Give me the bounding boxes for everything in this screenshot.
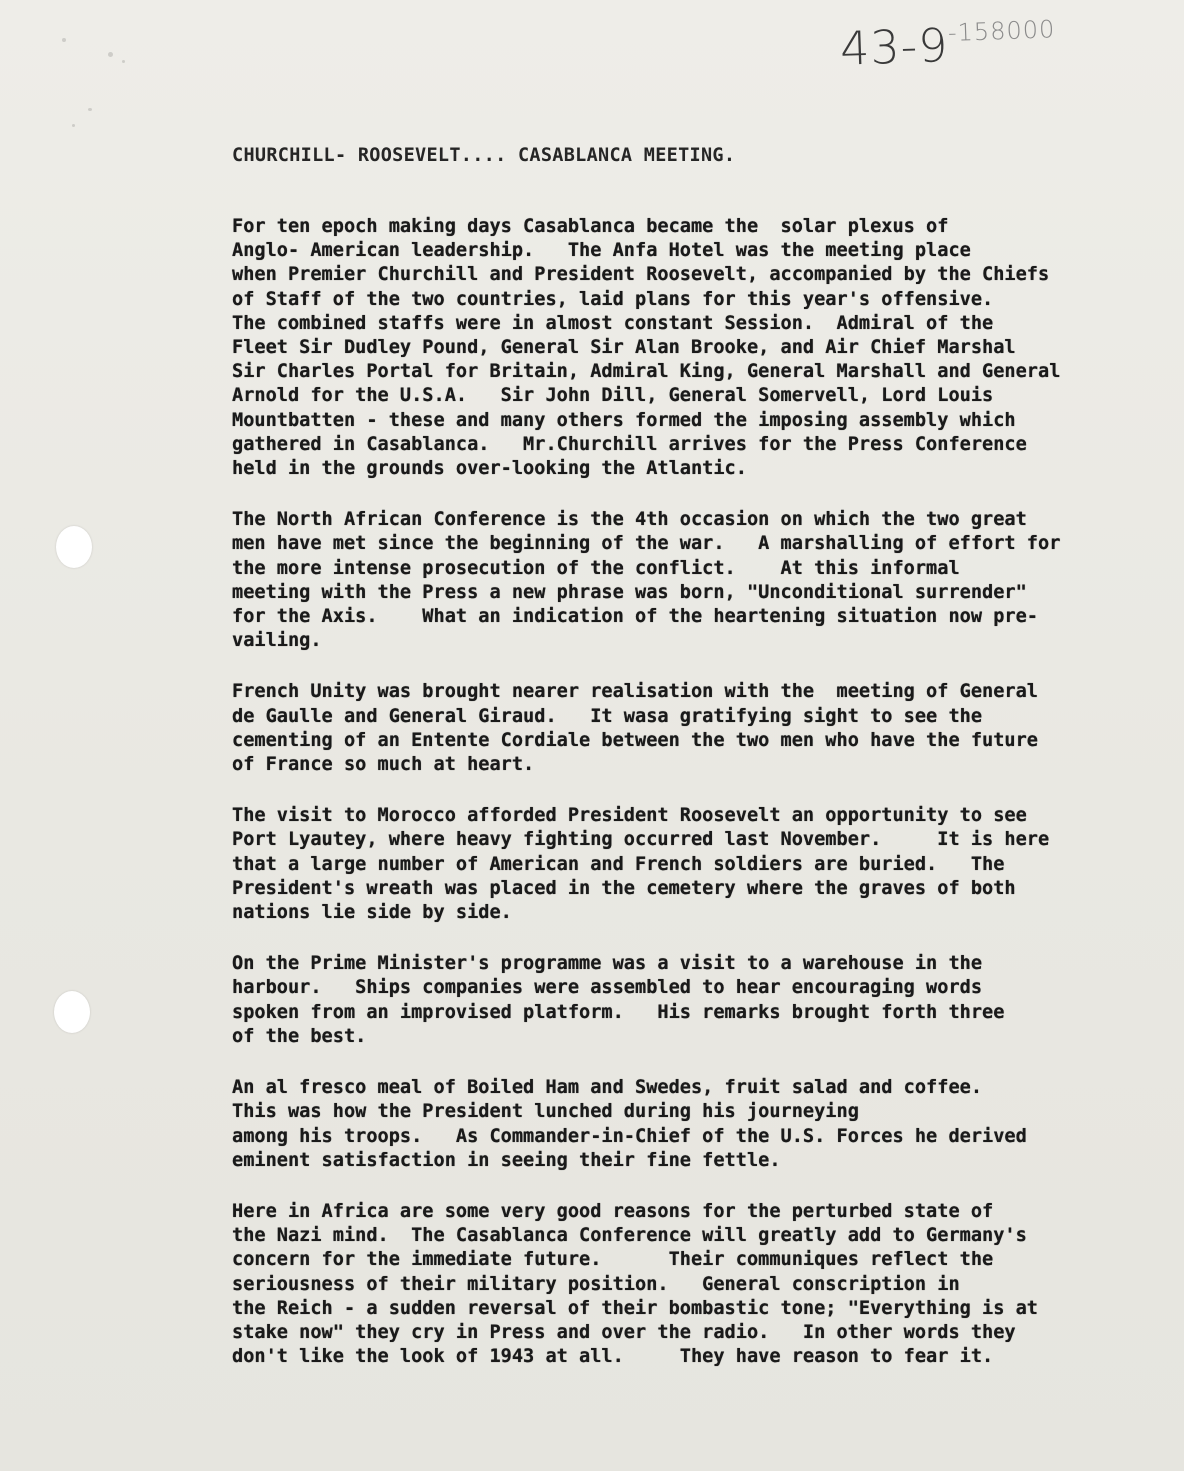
- text-line: nations lie side by side.: [232, 902, 512, 924]
- text-line: meeting with the Press a new phrase was born, "Unconditional surrender": [232, 581, 1027, 603]
- ink-smudge: [72, 124, 75, 127]
- ink-smudge: [62, 38, 66, 42]
- text-line: Port Lyautey, where heavy fighting occurred last November. It is here: [232, 829, 1050, 851]
- text-line: An al fresco meal of Boiled Ham and Swedes, fruit salad and coffee.: [232, 1077, 983, 1099]
- text-line: of Staff of the two countries, laid plans for this year's offensive.: [232, 288, 994, 310]
- paragraph: [232, 1200, 1152, 1369]
- text-line: for the Axis. What an indication of the heartening situation now pre-: [232, 606, 1038, 628]
- text-line: the Nazi mind. The Casablanca Conference will greatly add to Germany's: [232, 1225, 1027, 1247]
- paragraph: [232, 215, 1152, 481]
- ink-smudge: [122, 60, 125, 63]
- ref-number-suffix: -158000: [947, 15, 1056, 47]
- text-line: The North African Conference is the 4th occasion on which the two great: [232, 509, 1027, 531]
- text-line: Anglo- American leadership. The Anfa Hotel was the meeting place: [232, 240, 971, 262]
- punch-hole-lower: [54, 991, 90, 1033]
- text-line: French Unity was brought nearer realisation with the meeting of General: [232, 681, 1038, 703]
- text-line: don't like the look of 1943 at all. They have reason to fear it.: [232, 1346, 994, 1368]
- text-line: Fleet Sir Dudley Pound, General Sir Alan Brooke, and Air Chief Marshal: [232, 337, 1016, 359]
- paragraph: [232, 1076, 1152, 1173]
- text-line: when Premier Churchill and President Roosevelt, accompanied by the Chiefs: [232, 264, 1050, 286]
- ink-smudge: [88, 108, 92, 111]
- paragraph: [232, 680, 1152, 777]
- document-title: CHURCHILL- ROOSEVELT.... CASABLANCA MEETING.: [232, 145, 736, 166]
- text-line: This was how the President lunched during his journeying: [232, 1101, 859, 1123]
- text-line: President's wreath was placed in the cemetery where the graves of both: [232, 877, 1016, 899]
- text-line: harbour. Ships companies were assembled to hear encouraging words: [232, 977, 983, 999]
- text-line: seriousness of their military position. General conscription in: [232, 1273, 960, 1295]
- text-line: For ten epoch making days Casablanca became the solar plexus of: [232, 216, 949, 237]
- text-line: de Gaulle and General Giraud. It wasa gratifying sight to see the: [232, 705, 983, 727]
- text-line: the more intense prosecution of the conflict. At this informal: [232, 557, 960, 579]
- paragraph: [232, 952, 1152, 1049]
- text-line: eminent satisfaction in seeing their fine fettle.: [232, 1149, 781, 1171]
- paragraph: [232, 804, 1152, 925]
- text-line: The visit to Morocco afforded President Roosevelt an opportunity to see: [232, 805, 1027, 827]
- ink-smudge: [108, 52, 113, 57]
- text-line: spoken from an improvised platform. His remarks brought forth three: [232, 1001, 1005, 1023]
- text-line: cementing of an Entente Cordiale between the two men who have the future: [232, 729, 1038, 751]
- punch-hole-upper: [56, 526, 92, 568]
- text-line: among his troops. As Commander-in-Chief of the U.S. Forces he derived: [232, 1125, 1027, 1147]
- handwritten-ref-number: [839, 14, 1056, 75]
- text-line: Sir Charles Portal for Britain, Admiral King, General Marshall and General: [232, 361, 1061, 383]
- text-line: men have met since the beginning of the war. A marshalling of effort for: [232, 533, 1061, 555]
- text-line: concern for the immediate future. Their communiques reflect the: [232, 1249, 994, 1271]
- text-line: Arnold for the U.S.A. Sir John Dill, General Somervell, Lord Louis: [232, 385, 994, 407]
- text-line: On the Prime Minister's programme was a visit to a warehouse in the: [232, 953, 983, 975]
- document-body: [232, 215, 1152, 1396]
- text-line: held in the grounds over-looking the Atlantic.: [232, 458, 747, 480]
- paragraph: [232, 508, 1152, 653]
- text-line: of France so much at heart.: [232, 754, 535, 776]
- text-line: Mountbatten - these and many others formed the imposing assembly which: [232, 409, 1016, 431]
- text-line: vailing.: [232, 630, 322, 652]
- text-line: The combined staffs were in almost constant Session. Admiral of the: [232, 312, 994, 334]
- text-line: Here in Africa are some very good reasons for the perturbed state of: [232, 1200, 994, 1222]
- text-line: of the best.: [232, 1025, 367, 1047]
- text-line: gathered in Casablanca. Mr.Churchill arrives for the Press Conference: [232, 433, 1027, 455]
- text-line: stake now" they cry in Press and over the radio. In other words they: [232, 1321, 1016, 1343]
- text-line: the Reich - a sudden reversal of their bombastic tone; "Everything is at: [232, 1297, 1038, 1319]
- text-line: that a large number of American and French soldiers are buried. The: [232, 853, 1005, 875]
- ref-number-main: 43-9: [839, 17, 950, 76]
